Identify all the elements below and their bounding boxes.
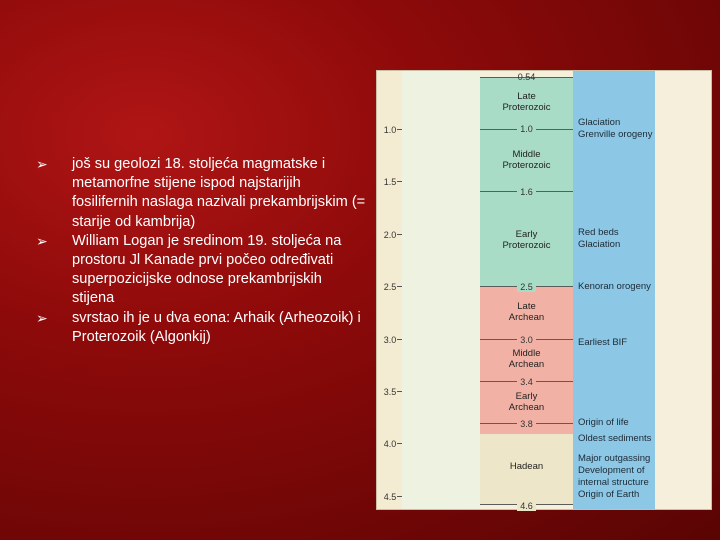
boundary-value: 4.6 bbox=[480, 501, 573, 511]
era-label: Late Proterozoic bbox=[502, 91, 551, 113]
axis-label: 4.0 bbox=[383, 439, 397, 449]
era-label: Early Proterozoic bbox=[502, 229, 551, 251]
arrow-bullet-icon: ➢ bbox=[36, 232, 48, 249]
event-label: Glaciation bbox=[578, 239, 621, 250]
axis-label: 3.5 bbox=[383, 387, 397, 397]
event-label: internal structure bbox=[578, 477, 649, 488]
blank-column bbox=[402, 71, 480, 509]
boundary-value: 0.54 bbox=[517, 72, 536, 82]
axis-label: 1.0 bbox=[383, 125, 397, 135]
era-label: Middle Archean bbox=[508, 348, 545, 370]
bullet-text: William Logan je sredinom 19. stoljeća na prostoru Jl Kanade prvi počeo određivati superpozicijske odnose prekambrijskih stijena bbox=[72, 232, 342, 307]
era-label: Late Archean bbox=[508, 301, 545, 323]
event-label: Oldest sediments bbox=[578, 433, 652, 444]
boundary-value: 2.5 bbox=[480, 282, 573, 292]
era-label: Early Archean bbox=[508, 391, 545, 413]
bullet-text: svrstao ih je u dva eona: Arhaik (Arheozoik) i Proterozoik (Algonkij) bbox=[72, 309, 361, 345]
geologic-timescale-figure bbox=[376, 70, 712, 510]
axis-label: 2.0 bbox=[383, 230, 397, 240]
event-label: Origin of life bbox=[578, 417, 629, 428]
event-label: Grenville orogeny bbox=[578, 129, 653, 140]
axis-label: 3.0 bbox=[383, 335, 397, 345]
event-label: Glaciation bbox=[578, 117, 621, 128]
arrow-bullet-icon: ➢ bbox=[36, 309, 48, 326]
boundary-value: 3.4 bbox=[480, 377, 573, 387]
bullet-item bbox=[36, 155, 366, 232]
axis-label: 2.5 bbox=[383, 282, 397, 292]
event-label: Development of bbox=[578, 465, 645, 476]
event-label: Kenoran orogeny bbox=[578, 281, 651, 292]
boundary-value: 3.8 bbox=[480, 419, 573, 429]
era-label: Hadean bbox=[509, 461, 544, 472]
bullet-item bbox=[36, 232, 366, 309]
event-label: Red beds bbox=[578, 227, 619, 238]
bullet-list bbox=[36, 155, 366, 347]
boundary-value: 1.0 bbox=[480, 124, 573, 134]
arrow-bullet-icon: ➢ bbox=[36, 156, 48, 172]
axis-label: 4.5 bbox=[383, 492, 397, 502]
event-label: Earliest BIF bbox=[578, 337, 628, 348]
bullet-text: još su geolozi 18. stoljeća magmatske i metamorfne stijene ispod najstarijih fosilifernih naslaga nazivali prekambrijskim (= starije od kambrija) bbox=[72, 156, 366, 230]
bullet-item bbox=[36, 309, 366, 347]
event-label: Major outgassing bbox=[578, 453, 651, 464]
boundary-value: 3.0 bbox=[480, 335, 573, 345]
boundary-value: 1.6 bbox=[480, 187, 573, 197]
era-label: Middle Proterozoic bbox=[502, 149, 551, 171]
axis-label: 1.5 bbox=[383, 177, 397, 187]
event-label: Origin of Earth bbox=[578, 489, 640, 500]
